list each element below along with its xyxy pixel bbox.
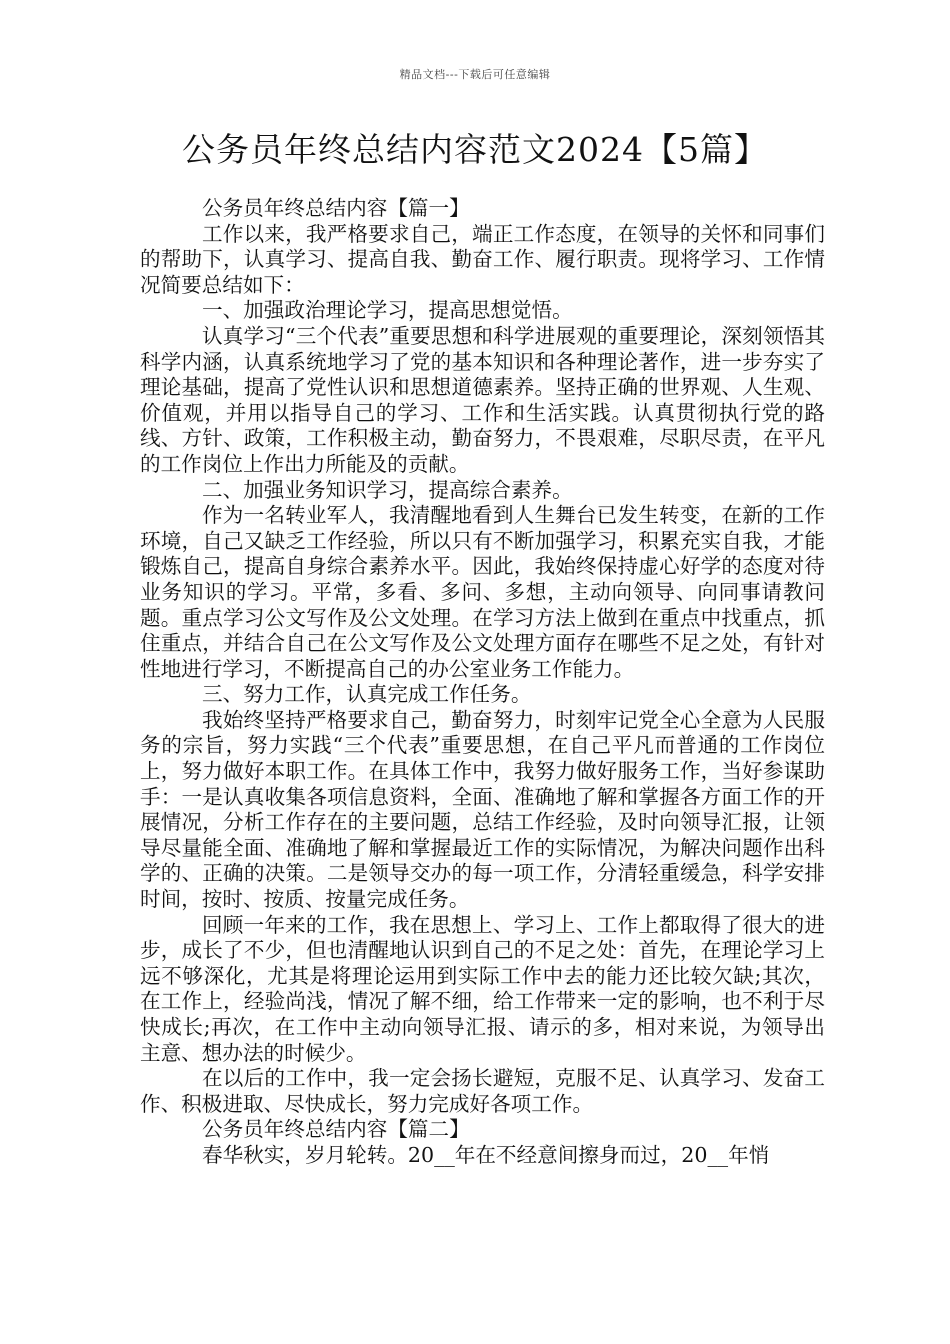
paragraph: 在以后的工作中，我一定会扬长避短，克服不足、认真学习、发奋工作、积极进取、尽快成长，努力完成好各项工作。 xyxy=(140,1066,825,1116)
section-heading: 公务员年终总结内容【篇二】 xyxy=(202,1117,470,1142)
subheading: 二、加强业务知识学习，提高综合素养。 xyxy=(202,477,573,502)
page-header: 精品文档---下载后可任意编辑 xyxy=(399,68,551,81)
document-title: 公务员年终总结内容范文2024【5篇】 xyxy=(182,130,768,169)
paragraph: 回顾一年来的工作，我在思想上、学习上、工作上都取得了很大的进步，成长了不少，但也清醒地认识到自己的不足之处：首先，在理论学习上远不够深化，尤其是将理论运用到实际工作中去的能力还比较欠缺;其次，在工作上，经验尚浅，情况了解不细，给工作带来一定的影响，也不利于尽快成长;再次，在工作中主动向领导汇报、请示的多，相对来说，为领导出主意、想办法的时候少。 xyxy=(140,912,825,1065)
paragraph: 认真学习“三个代表”重要思想和科学进展观的重要理论，深刻领悟其科学内涵，认真系统地学习了党的基本知识和各种理论著作，进一步夯实了理论基础，提高了党性认识和思想道德素养。坚持正确的世界观、人生观、价值观，并用以指导自己的学习、工作和生活实践。认真贯彻执行党的路线、方针、政策，工作积极主动，勤奋努力，不畏艰难，尽职尽责，在平凡的工作岗位上作出力所能及的贡献。 xyxy=(140,323,825,476)
subheading: 三、努力工作，认真完成工作任务。 xyxy=(202,682,532,707)
subheading: 一、加强政治理论学习，提高思想觉悟。 xyxy=(202,298,573,323)
paragraph: 春华秋实，岁月轮转。20__年在不经意间擦身而过，20__年悄 xyxy=(202,1142,770,1167)
paragraph: 作为一名转业军人，我清醒地看到人生舞台已发生转变，在新的工作环境，自己又缺乏工作经验，所以只有不断加强学习，积累充实自我，才能锻炼自己，提高自身综合素养水平。因此，我始终保持虚心好学的态度对待业务知识的学习。平常，多看、多问、多想，主动向领导、向同事请教问题。重点学习公文写作及公文处理。在学习方法上做到在重点中找重点，抓住重点，并结合自己在公文写作及公文处理方面存在哪些不足之处，有针对性地进行学习，不断提高自己的办公室业务工作能力。 xyxy=(140,503,825,681)
section-heading: 公务员年终总结内容【篇一】 xyxy=(202,196,470,220)
paragraph: 工作以来，我严格要求自己，端正工作态度，在领导的关怀和同事们的帮助下，认真学习、提高自我、勤奋工作、履行职责。现将学习、工作情况简要总结如下： xyxy=(140,221,825,297)
paragraph: 我始终坚持严格要求自己，勤奋努力，时刻牢记党全心全意为人民服务的宗旨，努力实践“三个代表”重要思想，在自己平凡而普通的工作岗位上，努力做好本职工作。在具体工作中，我努力做好服务工作，当好参谋助手：一是认真收集各项信息资料，全面、准确地了解和掌握各方面工作的开展情况，分析工作存在的主要问题，总结工作经验，及时向领导汇报，让领导尽量能全面、准确地了解和掌握最近工作的实际情况，为解决问题作出科学的、正确的决策。二是领导交办的每一项工作，分清轻重缓急，科学安排时间，按时、按质、按量完成任务。 xyxy=(140,707,825,912)
document-body xyxy=(140,196,825,1169)
